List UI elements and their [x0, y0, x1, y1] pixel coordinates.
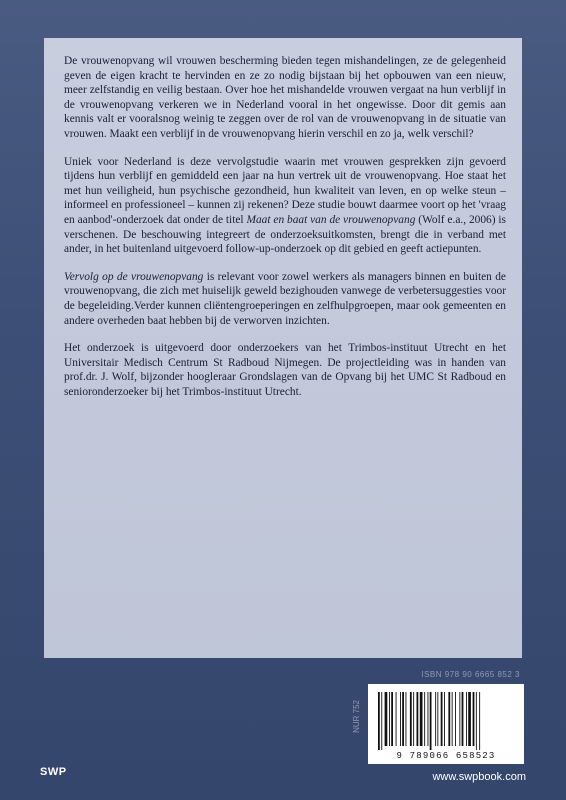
barcode — [368, 684, 524, 764]
barcode-bar — [406, 692, 407, 746]
barcode-bar — [452, 692, 453, 746]
barcode-bar — [385, 692, 388, 746]
barcode-bar — [455, 692, 456, 746]
barcode-bar — [435, 692, 436, 746]
barcode-bar — [428, 692, 429, 746]
italic-title: Maat en baat van de vrouwenopvang — [246, 213, 416, 226]
barcode-bar — [459, 692, 460, 746]
paragraph — [64, 341, 506, 399]
isbn-text: ISBN 978 90 6665 852 3 — [421, 670, 520, 679]
text-run: is relevant voor zowel werkers als managers binnen en buiten de vrouwenopvang, die zich met huiselijk geweld bezighouden vanwege de verbetersuggesties voor de begeleiding.Verder kunnen cliëntengroeperingen en zelfhulpgroepen, maar ook gemeenten en andere overheden baat hebben bij de verworven inzichten. — [64, 270, 506, 327]
barcode-bar — [430, 692, 432, 750]
barcode-bar — [444, 692, 445, 746]
publisher-logo: SWP — [40, 766, 67, 778]
barcode-bar — [378, 692, 380, 750]
barcode-bar — [410, 692, 412, 746]
blurb-text — [64, 54, 506, 412]
paragraph — [64, 54, 506, 142]
text-run: Uniek voor Nederland is deze vervolgstudie waarin met vrouwen gesprekken zijn gevoerd tijdens hun verblijf en gemiddeld een jaar na hun vertrek uit de vrouwenopvang. Hoe staat het met hun veiligheid, hun psychische gezondheid, hun kwaliteit van leven, en op welke steun – informeel en professioneel – kunnen zij rekenen? Deze studie bouwt daarmee voort op het 'vraag en aanbod'-onderzoek dat onder de titel — [64, 155, 506, 226]
barcode-bar — [437, 692, 438, 746]
barcode-bar — [381, 692, 382, 750]
barcode-bars — [376, 692, 516, 750]
nur-code: NUR 752 — [352, 700, 361, 733]
barcode-bar — [391, 692, 393, 746]
barcode-bar — [441, 692, 443, 746]
barcode-bar — [396, 692, 397, 746]
barcode-bar — [462, 692, 464, 746]
website-link[interactable]: www.swpbook.com — [432, 771, 526, 783]
italic-title: Vervolg op de vrouwenopvang — [64, 270, 204, 283]
text-run: (Wolf e.a., 2006) is verschenen. De beschouwing integreert de onderzoeksuitkomsten, brengt die in verband met ander, in het buitenland uitgevoerd follow-up-onderzoek op dit gebied en geeft actiepunten. — [64, 213, 506, 256]
paragraph — [64, 270, 506, 328]
barcode-bar — [448, 692, 450, 746]
barcode-bar — [468, 692, 471, 746]
paragraph — [64, 155, 506, 257]
barcode-bar — [389, 692, 390, 746]
barcode-bar — [400, 692, 401, 746]
barcode-bar — [424, 692, 425, 746]
barcode-bar — [479, 692, 480, 750]
text-run: De vrouwenopvang wil vrouwen bescherming bieden tegen mishandelingen, ze de gelegenheid geven de eigen kracht te hervinden en ze zo nodig bijstaan bij het opbouwen van een nieuw, meer zelfstandig en veilig bestaan. Over hoe het mishandelde vrouwen vergaat na hun verblijf in de vrouwenopvang verkeren we in Nederland vooral in het ongewisse. Door dit gemis aan kennis valt er vooralsnog weinig te zeggen over de rol van de vrouwenopvang in de situatie van vrouwen. Maakt een verblijf in de vrouwenopvang hierin verschil en zo ja, welk verschil? — [64, 55, 506, 140]
barcode-bar — [420, 692, 423, 746]
barcode-bar — [413, 692, 414, 746]
barcode-bar — [402, 692, 404, 746]
barcode-bar — [466, 692, 467, 746]
barcode-bar — [417, 692, 419, 746]
text-run: Het onderzoek is uitgevoerd door onderzoekers van het Trimbos-instituut Utrecht en het Universitair Medisch Centrum St Radboud Nijmegen. De projectleiding was in handen van prof.dr. J. Wolf, bijzonder hoogleraar Grondslagen van de Opvang bij het UMC St Radboud en senioronderzoeker bij het Trimbos-instituut Utrecht. — [64, 342, 506, 398]
barcode-bar — [473, 692, 475, 746]
barcode-bar — [476, 692, 477, 750]
barcode-digits: 9 789066 658523 — [396, 751, 496, 761]
